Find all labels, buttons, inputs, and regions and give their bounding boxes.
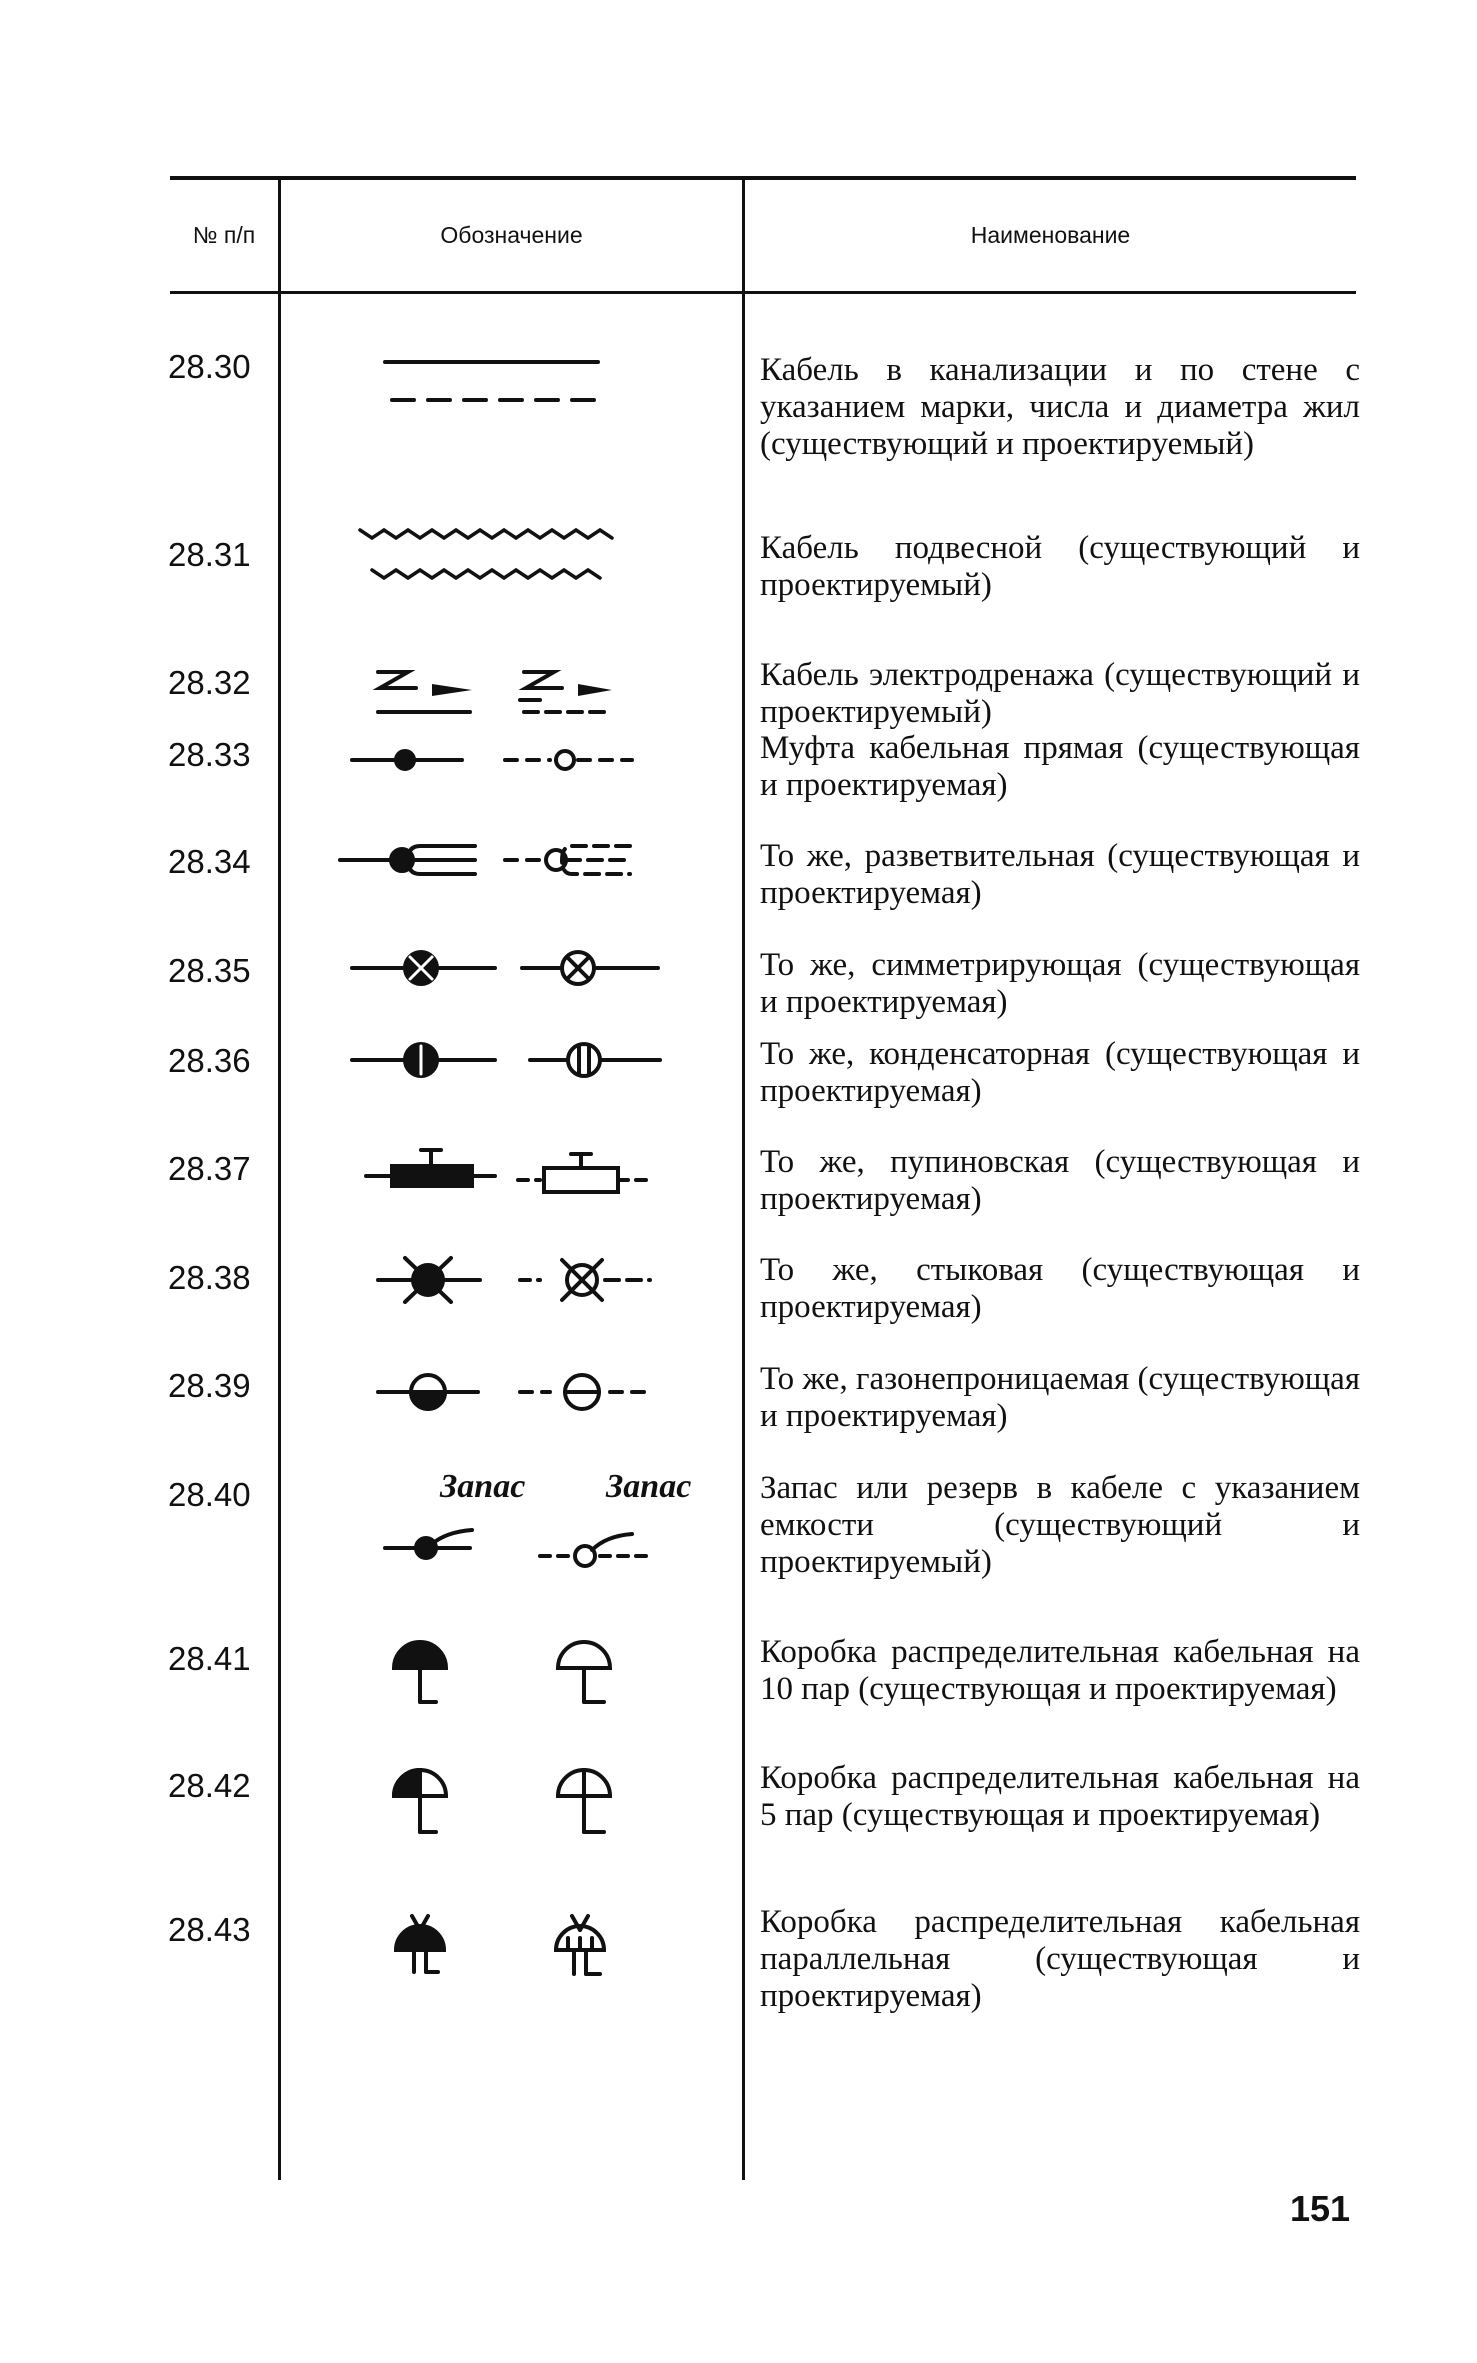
header-name: Наименование (970, 222, 1131, 248)
row-number: 28.35 (168, 952, 251, 989)
row-number: 28.33 (168, 736, 251, 773)
row-name: То же, конденсаторная (существующая и проектируемая) (760, 1036, 1360, 1109)
row-number: 28.30 (168, 348, 251, 385)
row-number: 28.36 (168, 1042, 251, 1079)
row-number: 28.41 (168, 1640, 251, 1677)
row-number: 28.39 (168, 1367, 251, 1404)
row-name: Кабель электродренажа (существующий и проектируемый) (760, 657, 1360, 730)
distribution-box-10-icon (394, 1642, 610, 1702)
row-name: Муфта кабельная прямая (существующая и проектируемая) (760, 730, 1360, 803)
cable-reserve-icon (385, 1530, 650, 1566)
row-number: 28.34 (168, 843, 251, 880)
balancing-coupling-icon (352, 952, 658, 984)
gastight-coupling-icon (378, 1375, 650, 1409)
row-number: 28.40 (168, 1476, 251, 1513)
row-number: 28.32 (168, 664, 251, 701)
row-name: То же, разветвительная (существующая и проектируемая) (760, 838, 1360, 911)
branch-coupling-icon (340, 846, 630, 874)
row-name: Кабель подвесной (существующий и проектируемый) (760, 530, 1360, 603)
row-name: Коробка распределительная кабельная на 10 пар (существующая и проектируемая) (760, 1634, 1360, 1707)
header-symbol: Обозначение (440, 222, 583, 248)
joint-coupling-icon (378, 1258, 650, 1302)
distribution-box-parallel-icon (396, 1916, 604, 1974)
row-name: Запас или резерв в кабеле с указанием емкости (существующий и проектируемый) (760, 1470, 1360, 1580)
reserve-label-existing: Запас (440, 1468, 526, 1505)
row-number: 28.31 (168, 536, 251, 573)
row-name: То же, пупиновская (существующая и проектируемая) (760, 1144, 1360, 1217)
row-name: Коробка распределительная кабельная параллельная (существующая и проектируемая) (760, 1904, 1360, 2014)
capacitor-coupling-icon (352, 1044, 660, 1076)
suspended-cable-icon (360, 530, 612, 578)
header-number: № п/п (192, 222, 256, 248)
row-name: То же, газонепроницаемая (существующая и проектируемая) (760, 1361, 1360, 1434)
drainage-cable-icon (378, 672, 612, 712)
pupin-coupling-icon (366, 1150, 650, 1192)
row-number: 28.38 (168, 1259, 251, 1296)
row-name: Кабель в канализации и по стене с указанием марки, числа и диаметра жил (существующий и проектируемый) (760, 352, 1360, 462)
cable-in-duct-icon (385, 362, 598, 400)
reserve-label-planned: Запас (606, 1468, 692, 1505)
row-number: 28.37 (168, 1150, 251, 1187)
page-number: 151 (1290, 2188, 1351, 2229)
row-name: То же, стыковая (существующая и проектируемая) (760, 1252, 1360, 1325)
distribution-box-5-icon (394, 1770, 610, 1832)
row-number: 28.43 (168, 1911, 251, 1948)
row-name: То же, симметрирующая (существующая и проектируемая) (760, 947, 1360, 1020)
straight-coupling-icon (352, 751, 632, 769)
row-number: 28.42 (168, 1767, 251, 1804)
row-name: Коробка распределительная кабельная на 5 пар (существующая и проектируемая) (760, 1760, 1360, 1833)
